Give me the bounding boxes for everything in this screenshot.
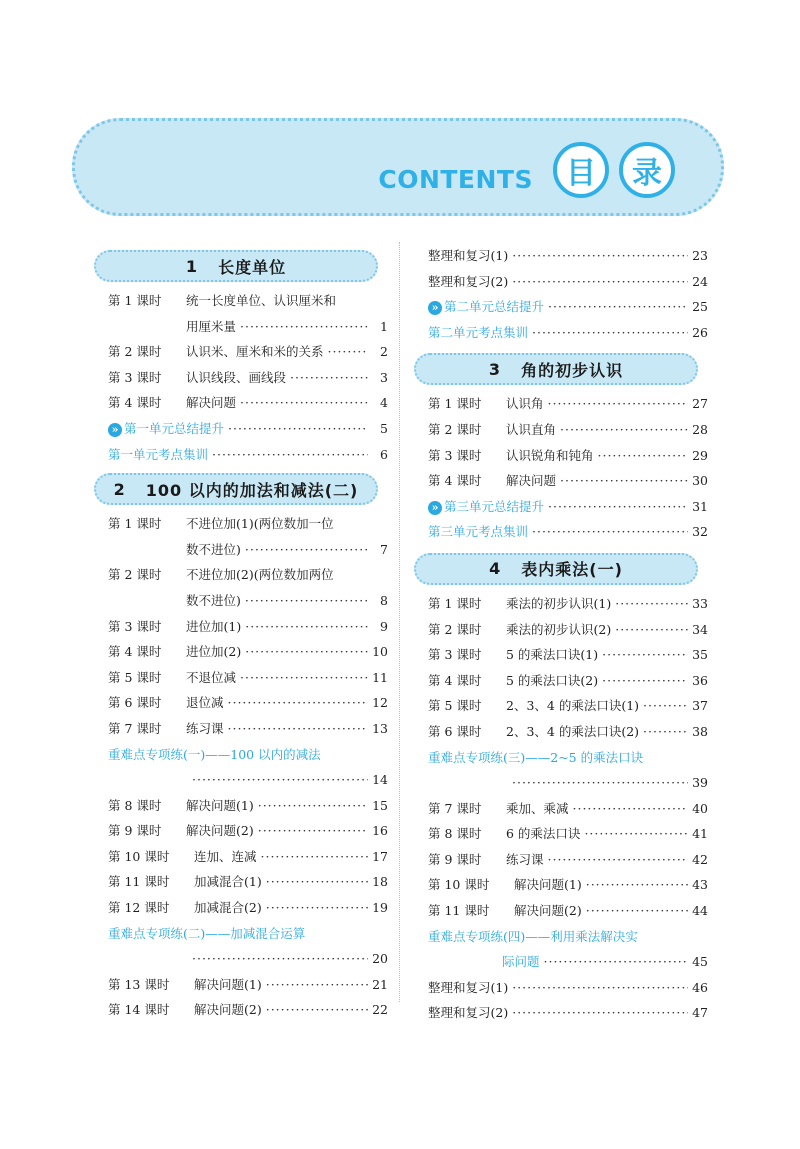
toc-entry[interactable]: 第 1 课时 不进位加(1)(两位数加一位 <box>108 516 334 532</box>
toc-entry[interactable]: 第 4 课时 解决问题 ····· 4 <box>108 390 388 416</box>
toc-entry[interactable]: 第 3 课时 进位加(1) ····· 9 <box>108 614 388 640</box>
toc-entry[interactable]: 第 6 课时 退位减 ····· 12 <box>108 690 388 716</box>
toc-entry[interactable]: 第 7 课时 练习课 ····· 13 <box>108 716 388 742</box>
toc-entry[interactable]: 第 11 课时 解决问题(2) ····· 44 <box>428 898 708 924</box>
toc-entry[interactable]: 第 3 课时 5 的乘法口诀(1) ····· 35 <box>428 642 708 668</box>
toc-entry[interactable]: 整理和复习(2) ····· 24 <box>428 269 708 295</box>
unit-summary-link[interactable]: » 第一单元总结提升 ····· 5 <box>108 416 388 442</box>
toc-entry[interactable]: 第 9 课时 解决问题(2) ····· 16 <box>108 818 388 844</box>
toc-entry[interactable]: 第 7 课时 乘加、乘减 ····· 40 <box>428 796 708 822</box>
unit-4-heading[interactable]: 4 表内乘法(一) <box>414 553 698 585</box>
toc-entry[interactable]: 第 2 课时 认识米、厘米和米的关系 ····· 2 <box>108 339 388 365</box>
column-divider <box>399 242 400 1002</box>
toc-entry[interactable]: 第 9 课时 练习课 ····· 42 <box>428 847 708 873</box>
toc-entry[interactable]: 第 4 课时 进位加(2) ····· 10 <box>108 639 388 665</box>
toc-entry[interactable]: 第 3 课时 认识锐角和钝角 ····· 29 <box>428 443 708 469</box>
toc-right-column <box>428 243 708 1026</box>
toc-entry[interactable]: ····· 14 <box>108 767 388 793</box>
title-char-mu: 目 <box>553 142 609 198</box>
contents-banner <box>72 118 724 216</box>
toc-entry[interactable]: 第 12 课时 加减混合(2) ····· 19 <box>108 895 388 921</box>
toc-entry[interactable]: 第 1 课时 乘法的初步认识(1) ····· 33 <box>428 591 708 617</box>
special-practice-link[interactable]: 重难点专项练(四)——利用乘法解决实 <box>428 928 638 944</box>
unit-3-heading[interactable]: 3 角的初步认识 <box>414 353 698 385</box>
toc-entry[interactable]: 第 1 课时 认识角 ····· 27 <box>428 391 708 417</box>
toc-entry[interactable]: ····· 20 <box>108 946 388 972</box>
toc-entry[interactable]: 第 3 课时 认识线段、画线段 ····· 3 <box>108 365 388 391</box>
toc-entry[interactable]: 第 11 课时 加减混合(1) ····· 18 <box>108 869 388 895</box>
toc-entry[interactable]: 第 10 课时 连加、连减 ····· 17 <box>108 844 388 870</box>
toc-entry[interactable]: 第 6 课时 2、3、4 的乘法口诀(2) ····· 38 <box>428 719 708 745</box>
special-practice-link[interactable]: 际问题 ····· 45 <box>428 949 708 975</box>
toc-entry[interactable]: 第 8 课时 6 的乘法口诀 ····· 41 <box>428 821 708 847</box>
toc-entry[interactable]: 第 2 课时 乘法的初步认识(2) ····· 34 <box>428 617 708 643</box>
toc-entry[interactable]: 数不进位) ····· 8 <box>108 588 388 614</box>
toc-left-column <box>108 250 388 1023</box>
unit-summary-link[interactable]: » 第三单元总结提升 ····· 31 <box>428 494 708 520</box>
special-practice-link[interactable]: 重难点专项练(二)——加减混合运算 <box>108 925 306 941</box>
toc-entry[interactable]: 第 4 课时 解决问题 ····· 30 <box>428 468 708 494</box>
toc-entry[interactable]: 第 4 课时 5 的乘法口诀(2) ····· 36 <box>428 668 708 694</box>
title-char-lu: 录 <box>619 142 675 198</box>
special-practice-link[interactable]: 重难点专项练(一)——100 以内的减法 <box>108 746 321 762</box>
unit-test-link[interactable]: 第二单元考点集训 ····· 26 <box>428 320 708 346</box>
toc-entry[interactable]: 第 1 课时 统一长度单位、认识厘米和 <box>108 293 337 308</box>
toc-entry[interactable]: 整理和复习(2) ····· 47 <box>428 1000 708 1026</box>
toc-entry[interactable]: 第 2 课时 认识直角 ····· 28 <box>428 417 708 443</box>
toc-entry[interactable]: 数不进位) ····· 7 <box>108 537 388 563</box>
toc-entry[interactable]: 第 14 课时 解决问题(2) ····· 22 <box>108 997 388 1023</box>
contents-title: CONTENTS <box>378 165 533 194</box>
unit-test-link[interactable]: 第一单元考点集训 ····· 6 <box>108 442 388 468</box>
unit-test-link[interactable]: 第三单元考点集训 ····· 32 <box>428 519 708 545</box>
toc-entry[interactable]: 整理和复习(1) ····· 46 <box>428 975 708 1001</box>
unit-2-heading[interactable]: 2 100 以内的加法和减法(二) <box>94 473 378 505</box>
special-practice-link[interactable]: 重难点专项练(三)——2~5 的乘法口诀 <box>428 749 644 765</box>
toc-entry[interactable]: 第 10 课时 解决问题(1) ····· 43 <box>428 872 708 898</box>
toc-entry[interactable]: 第 5 课时 不退位减 ····· 11 <box>108 665 388 691</box>
toc-entry[interactable]: 第 2 课时 不进位加(2)(两位数加两位 <box>108 567 334 583</box>
toc-entry[interactable]: 用厘米量 ····· 1 <box>108 314 388 340</box>
toc-entry[interactable]: ····· 39 <box>428 770 708 796</box>
toc-entry[interactable]: 整理和复习(1) ····· 23 <box>428 243 708 269</box>
toc-entry[interactable]: 第 5 课时 2、3、4 的乘法口诀(1) ····· 37 <box>428 693 708 719</box>
unit-summary-link[interactable]: » 第二单元总结提升 ····· 25 <box>428 294 708 320</box>
unit-1-heading[interactable]: 1 长度单位 <box>94 250 378 282</box>
toc-entry[interactable]: 第 13 课时 解决问题(1) ····· 21 <box>108 972 388 998</box>
toc-entry[interactable]: 第 8 课时 解决问题(1) ····· 15 <box>108 793 388 819</box>
